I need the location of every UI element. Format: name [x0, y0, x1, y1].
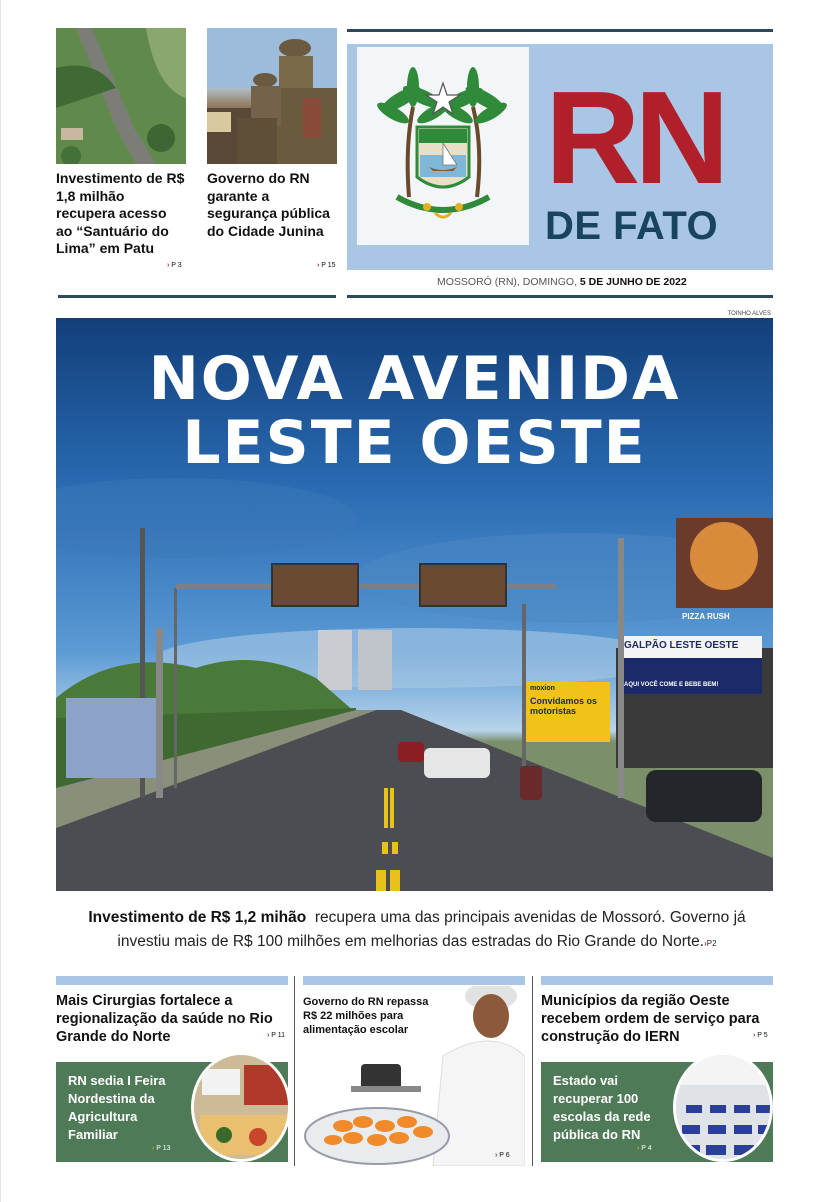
column-iern[interactable] — [541, 976, 773, 1046]
soldiers-photo — [207, 28, 337, 164]
page-ref: › P 6 — [495, 1152, 510, 1159]
sign-galpao-sub: AQUI VOCÊ COME E BEBE BEM! — [624, 682, 719, 688]
teaser-title: Investimento de R$ 1,8 milhão recupera acesso ao “Santuário do Lima” em Patu — [56, 170, 185, 256]
column-bar — [303, 976, 525, 985]
classroom-photo — [673, 1052, 773, 1162]
hero-headline: LESTE OESTE — [182, 408, 647, 478]
page-ref: › P 5 — [753, 1032, 768, 1039]
road-photo — [56, 28, 186, 164]
feira-photo — [191, 1052, 291, 1162]
photo-credit: TOINHO ALVES — [727, 311, 771, 317]
sign-moxion-brand: moxion — [530, 685, 555, 692]
column-title-overlay: Governo do RN repassa R$ 22 milhões para alimentação escolar — [303, 996, 429, 1036]
page-ref: › P 15 — [317, 262, 336, 269]
box-text: Estado vai recuperar 100 escolas da rede pública do RN — [553, 1073, 651, 1142]
column-divider — [532, 976, 533, 1166]
masthead-bottom-rule — [347, 295, 773, 298]
masthead-subtitle: DE FATO — [545, 204, 719, 248]
teaser-santuario[interactable] — [56, 28, 186, 258]
page-ref: › P 4 — [637, 1145, 652, 1152]
state-crest — [357, 47, 529, 245]
column-bar — [56, 976, 288, 985]
column-divider — [294, 976, 295, 1166]
hero-photo[interactable] — [56, 318, 773, 891]
teaser-bottom-rule — [58, 295, 336, 298]
sign-galpao: GALPÃO LESTE OESTE — [624, 640, 739, 651]
dateline: MOSSORÓ (RN), DOMINGO, 5 DE JUNHO DE 2022 — [437, 276, 687, 288]
sign-moxion: Convidamos os motoristas — [530, 696, 598, 716]
teaser-title: Governo do RN garante a segurança pública do Cidade Junina — [207, 170, 330, 239]
box-text: RN sedia I Feira Nordestina da Agricultura Familiar — [68, 1073, 166, 1142]
lede-paragraph: Investimento de R$ 1,2 mihão recupera uma das principais avenidas de Mossoró. Governo já investiu mais de R$ 100 milhões em melhorias das estradas do Rio Grande do Norte.›P2 — [88, 909, 746, 950]
column-title: Municípios da região Oeste recebem ordem de serviço para construção do IERN — [541, 993, 760, 1045]
column-alimentacao[interactable] — [303, 976, 525, 985]
teaser-seguranca[interactable] — [207, 28, 337, 240]
column-cirurgias[interactable] — [56, 976, 288, 1046]
column-bar — [541, 976, 773, 985]
page-ref: › P 3 — [167, 262, 182, 269]
hero-headline: NOVA AVENIDA — [148, 344, 681, 414]
page-ref: › P 13 — [152, 1145, 171, 1152]
page-ref: › P 11 — [267, 1032, 286, 1039]
sign-pizza: PIZZA RUSH — [682, 612, 730, 621]
masthead[interactable] — [347, 44, 773, 270]
masthead-title: RN — [545, 64, 724, 211]
column-title: Mais Cirurgias fortalece a regionalização da saúde no Rio Grande do Norte — [56, 993, 273, 1045]
masthead-top-rule — [347, 29, 773, 32]
